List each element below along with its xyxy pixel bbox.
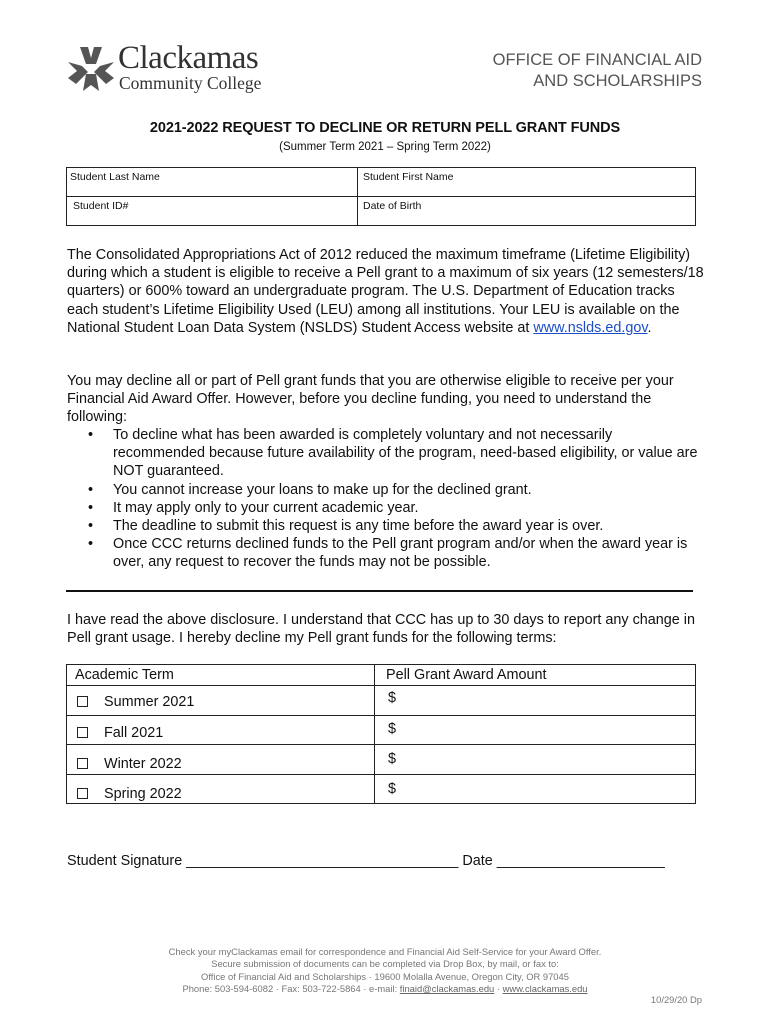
- table-row: [77, 756, 182, 772]
- terms-table: [66, 664, 696, 804]
- spring-2022-checkbox[interactable]: [77, 788, 88, 799]
- summer-2021-amount-field[interactable]: $: [388, 690, 397, 706]
- list-item: • The deadline to submit this request is any time before the award year is over.: [88, 517, 708, 535]
- acknowledgement-paragraph: I have read the above disclosure. I understand that CCC has up to 30 days to report any change in Pell grant usage. I hereby decline my Pell grant funds for the following terms:: [67, 612, 695, 647]
- winter-2022-amount-field[interactable]: $: [388, 751, 397, 767]
- nslds-link[interactable]: www.nslds.ed.gov: [533, 319, 648, 336]
- spring-2022-amount-field[interactable]: $: [388, 781, 397, 797]
- term-label: Fall 2021: [104, 725, 164, 741]
- fall-2021-amount-field[interactable]: $: [388, 721, 397, 737]
- form-subtitle: (Summer Term 2021 – Spring Term 2022): [279, 141, 491, 153]
- summer-2021-checkbox[interactable]: [77, 696, 88, 707]
- award-amount-header: Pell Grant Award Amount: [386, 667, 547, 683]
- term-label: Spring 2022: [104, 786, 182, 802]
- list-item: • It may apply only to your current academic year.: [88, 499, 708, 517]
- footer-line-3: Office of Financial Aid and Scholarships · 19600 Molalla Avenue, Oregon City, OR 97045: [201, 970, 569, 982]
- list-item: • To decline what has been awarded is completely voluntary and not necessarily recommended because future availability of the program, need-based eligibility, or value are NOT guaranteed.: [88, 426, 708, 481]
- footer-line-1: Check your myClackamas email for correspondence and Financial Aid Self-Service for your Award Offer.: [168, 946, 602, 957]
- student-info-table: [66, 167, 696, 226]
- conditions-list: [88, 426, 708, 572]
- footer: [0, 946, 770, 995]
- decline-intro-paragraph: You may decline all or part of Pell grant funds that you are otherwise eligible to receive per your Financial Aid Award Offer. However, before you decline funding, you need to understand the following:: [67, 373, 674, 426]
- office-line-2: AND SCHOLARSHIPS: [533, 72, 702, 90]
- logo-name: Clackamas: [118, 40, 259, 76]
- footer-line-2: Secure submission of documents can be completed via Drop Box, by mail, or fax to:: [211, 958, 559, 970]
- signature-date-line[interactable]: Student Signature __________________________________ Date _____________________: [67, 853, 665, 869]
- term-label: Winter 2022: [104, 756, 182, 772]
- date-of-birth-field[interactable]: Date of Birth: [363, 200, 422, 212]
- form-title: 2021-2022 REQUEST TO DECLINE OR RETURN PELL GRANT FUNDS: [149, 120, 621, 136]
- section-divider: [66, 590, 693, 592]
- leu-paragraph-end: .: [647, 319, 652, 336]
- leu-paragraph-text: The Consolidated Appropriations Act of 2012 reduced the maximum timeframe (Lifetime Eligibility) during which a student is eligible to receive a Pell grant to a maximum of six years (12 semesters/18 quarters) or 600% toward an undergraduate program. The U.S. Department of Education tracks each student’s Lifetime Eligibility Used (LEU) among all institutions. Your LEU is available on the National Student Loan Data System (NSLDS) Student Access website at: [67, 247, 704, 336]
- table-row: [77, 694, 194, 710]
- footer-separator: ·: [494, 982, 503, 994]
- winter-2022-checkbox[interactable]: [77, 758, 88, 769]
- academic-term-header: Academic Term: [75, 667, 174, 683]
- table-row: [77, 786, 182, 802]
- leu-paragraph: [67, 246, 707, 337]
- office-heading: [493, 50, 702, 92]
- list-item: • You cannot increase your loans to make up for the declined grant.: [88, 481, 708, 499]
- revision-date: 10/29/20 Dp: [650, 994, 702, 1005]
- office-line-1: OFFICE OF FINANCIAL AID: [492, 51, 702, 69]
- table-row: [77, 725, 163, 741]
- website-link[interactable]: www.clackamas.edu: [502, 982, 588, 994]
- student-id-field[interactable]: Student ID#: [73, 200, 129, 212]
- student-last-name-field[interactable]: Student Last Name: [70, 171, 160, 183]
- logo-subtitle: Community College: [119, 73, 262, 93]
- list-item: • Once CCC returns declined funds to the Pell grant program and/or when the award year is over, any request to recover the funds may not be possible.: [88, 535, 708, 571]
- college-logo-icon: [66, 44, 116, 94]
- term-label: Summer 2021: [104, 694, 195, 710]
- fall-2021-checkbox[interactable]: [77, 727, 88, 738]
- footer-contact: Phone: 503-594-6082 · Fax: 503-722-5864 · e-mail:: [182, 982, 400, 994]
- email-link[interactable]: finaid@clackamas.edu: [399, 982, 495, 994]
- student-first-name-field[interactable]: Student First Name: [363, 171, 454, 183]
